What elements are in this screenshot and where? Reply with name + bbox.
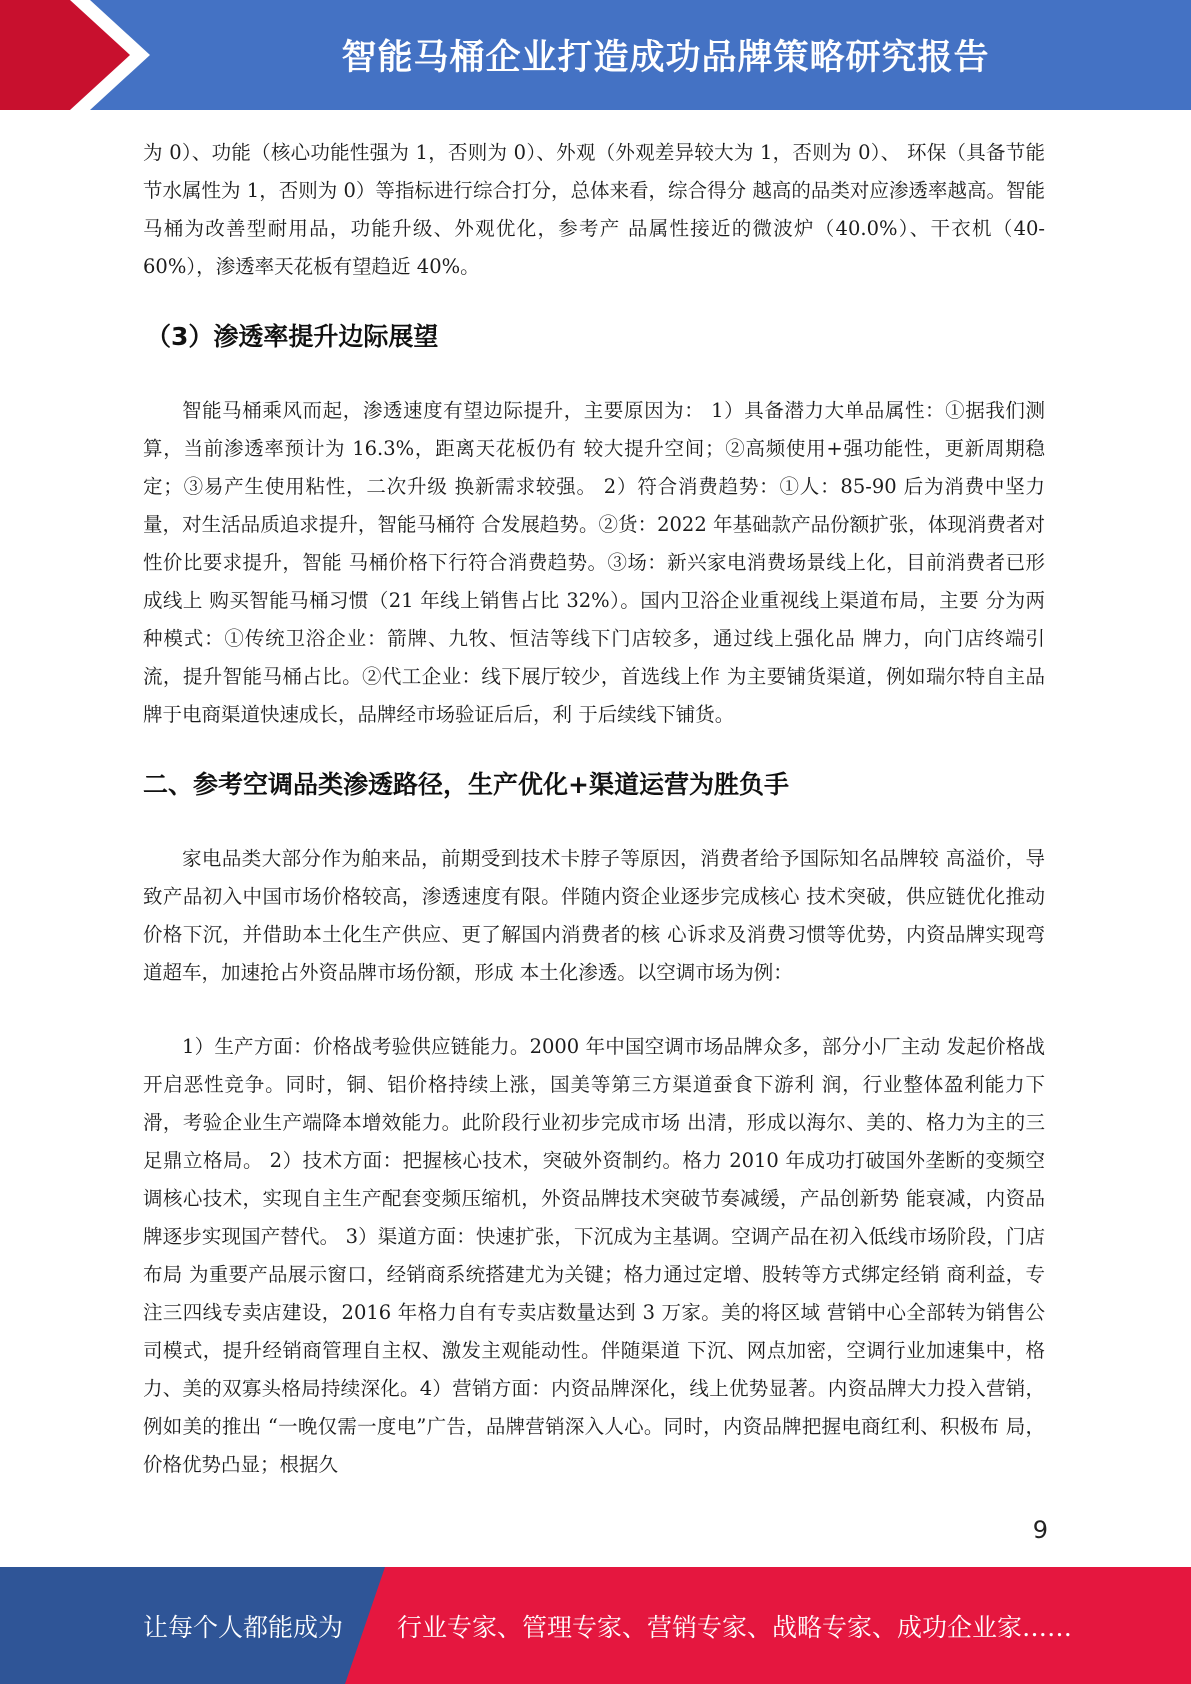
body-paragraph: 1）生产方面：价格战考验供应链能力。2000 年中国空调市场品牌众多，部分小厂主动 发起价格战开启恶性竞争。同时，铜、铝价格持续上涨，国美等第三方渠道蚕食下游利 润，行业整体盈利能力下滑，考验企业生产端降本增效能力。此阶段行业初步完成市场 出清，形成以海尔、美的、格力为主的三足鼎立格局。 2）技术方面：把握核心技术，突破外资制约。格力 2010 年成功打破国外垄断的变频空 调核心技术，实现自主生产配套变频压缩机，外资品牌技术突破节奏减缓，产品创新势 能衰减，内资品牌逐步实现国产替代。 3）渠道方面：快速扩张，下沉成为主基调。空调产品在初入低线市场阶段，门店布局 为重要产品展示窗口，经销商系统搭建尤为关键；格力通过定增、股转等方式绑定经销 商利益，专注三四线专卖店建设，2016 年格力自有专卖店数量达到 3 万家。美的将区域 营销中心全部转为销售公司模式，提升经销商管理自主权、激发主观能动性。伴随渠道 下沉、网点加密，空调行业加速集中，格力、美的双寡头格局持续深化。4）营销方面：内资品牌深化，线上优势显著。内资品牌大力投入营销，例如美的推出 “一晚仅需一度电”广告，品牌营销深入人心。同时，内资品牌把握电商红利、积极布 局，价格优势凸显；根据久 <box>143 1035 1045 1476</box>
section-heading: 二、参考空调品类渗透路径，生产优化+渠道运营为胜负手 <box>143 770 789 799</box>
body-paragraph: 智能马桶乘风而起，渗透速度有望边际提升，主要原因为： 1）具备潜力大单品属性：①据我们测算，当前渗透率预计为 16.3%，距离天花板仍有 较大提升空间；②高频使用+强功能性，更新周期稳定；③易产生使用粘性，二次升级 换新需求较强。 2）符合消费趋势：①人：85-90 后为消费中坚力量，对生活品质追求提升，智能马桶符 合发展趋势。②货：2022 年基础款产品份额扩张，体现消费者对性价比要求提升，智能 马桶价格下行符合消费趋势。③场：新兴家电消费场景线上化，目前消费者已形成线上 购买智能马桶习惯（21 年线上销售占比 32%）。国内卫浴企业重视线上渠道布局，主要 分为两种模式：①传统卫浴企业：箭牌、九牧、恒洁等线下门店较多，通过线上强化品 牌力，向门店终端引流，提升智能马桶占比。②代工企业：线下展厅较少，首选线上作 为主要铺货渠道，例如瑞尔特自主品牌于电商渠道快速成长，品牌经市场验证后后，利 于后续线下铺货。 <box>143 399 1045 726</box>
footer-slogan-right: 行业专家、管理专家、营销专家、战略专家、成功企业家…… <box>397 1612 1073 1642</box>
page-content <box>143 134 1045 1484</box>
page-number: 9 <box>1032 1516 1048 1544</box>
header-arrow-icon <box>0 0 160 110</box>
footer-slogan-left: 让每个人都能成为 <box>143 1612 344 1642</box>
body-paragraph: 家电品类大部分作为舶来品，前期受到技术卡脖子等原因，消费者给予国际知名品牌较 高溢价，导致产品初入中国市场价格较高，渗透速度有限。伴随内资企业逐步完成核心 技术突破，供应链优化推动价格下沉，并借助本土化生产供应、更了解国内消费者的核 心诉求及消费习惯等优势，内资品牌实现弯道超车，加速抢占外资品牌市场份额，形成 本土化渗透。以空调市场为例： <box>143 847 1045 984</box>
header-bar <box>0 0 1191 110</box>
body-paragraph: 为 0）、功能（核心功能性强为 1，否则为 0）、外观（外观差异较大为 1，否则为 0）、 环保（具备节能节水属性为 1，否则为 0）等指标进行综合打分，总体来看，综合得分 越高的品类对应渗透率越高。智能马桶为改善型耐用品，功能升级、外观优化，参考产 品属性接近的微波炉（40.0%）、干衣机（40-60%），渗透率天花板有望趋近 40%。 <box>143 141 1045 278</box>
section-subheading: （3）渗透率提升边际展望 <box>146 322 439 351</box>
footer-banner <box>0 1567 1191 1684</box>
document-title: 智能马桶企业打造成功品牌策略研究报告 <box>341 38 990 78</box>
